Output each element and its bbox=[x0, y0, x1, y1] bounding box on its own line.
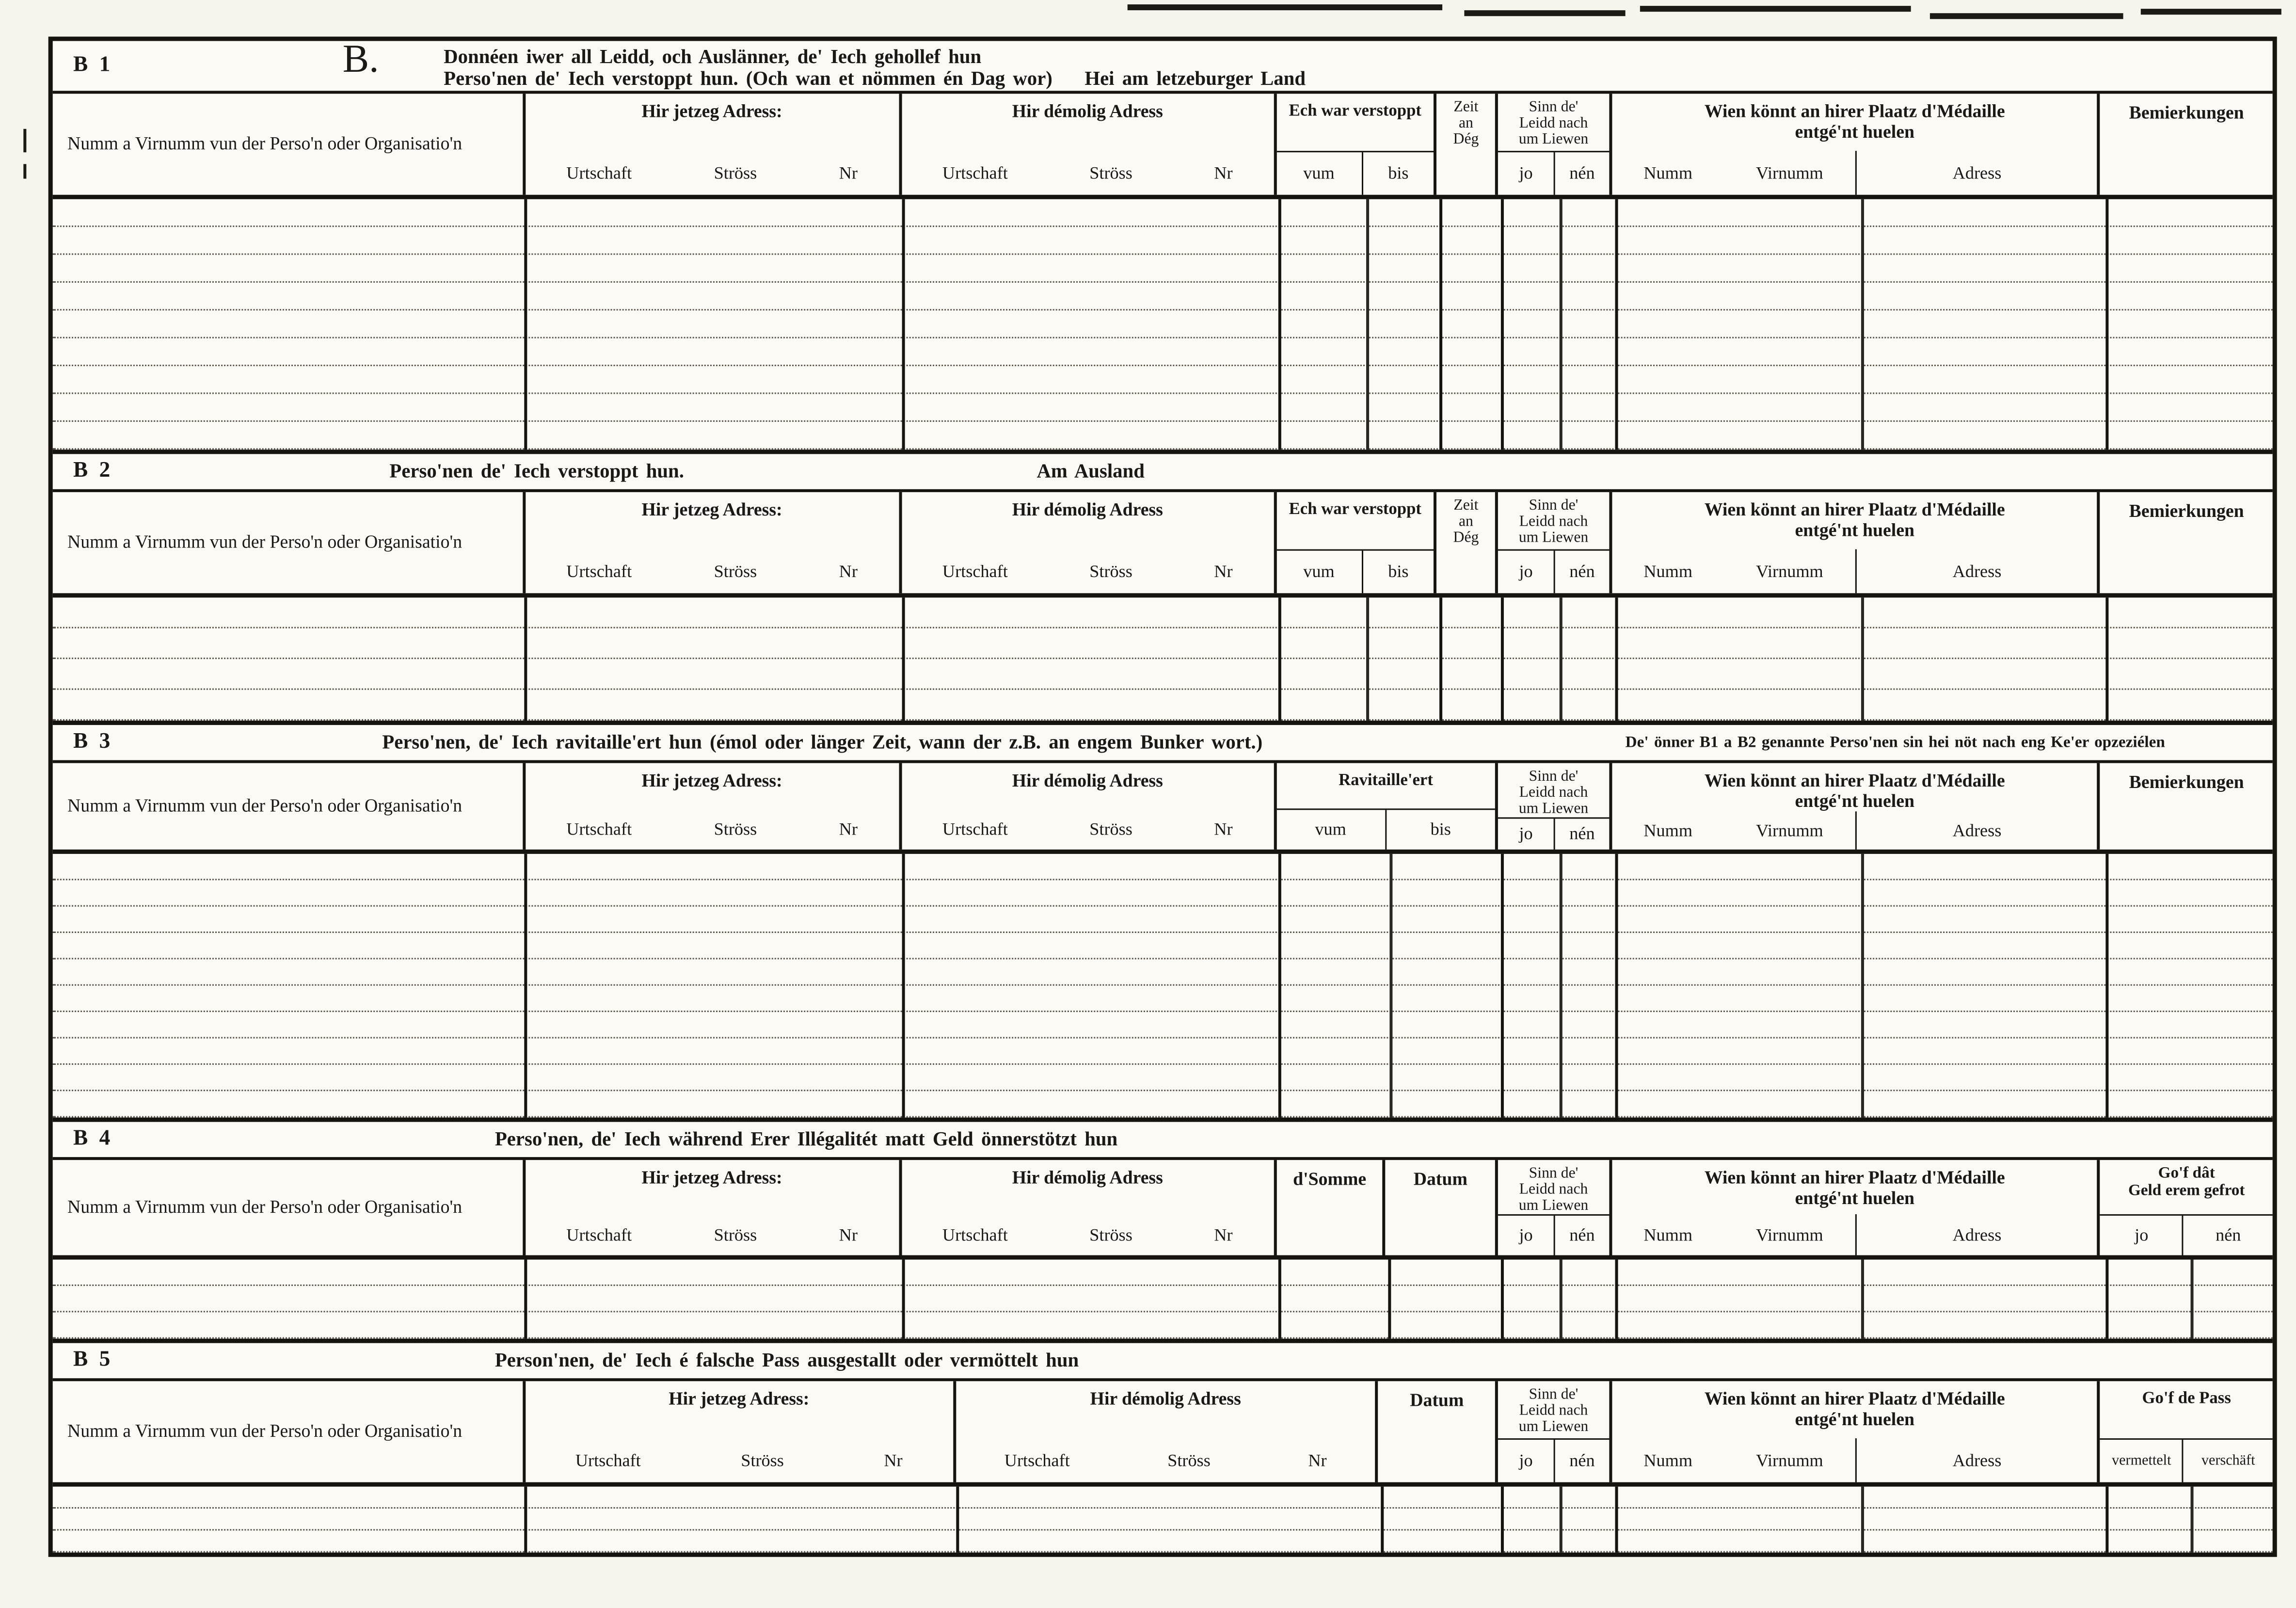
column-divider bbox=[1861, 854, 1864, 1118]
period-sublabels bbox=[1276, 549, 1434, 594]
nr-label: Nr bbox=[1214, 161, 1233, 183]
section-label: B 4 bbox=[73, 1127, 113, 1151]
col-name-header bbox=[53, 1160, 523, 1255]
column-divider bbox=[2191, 1260, 2193, 1339]
col-former-address-header bbox=[899, 94, 1274, 194]
col-hidden-period-header bbox=[1274, 94, 1434, 194]
address-sublabels bbox=[902, 151, 1274, 195]
medal-sublabels bbox=[1612, 549, 2098, 594]
table-body bbox=[53, 1260, 2273, 1339]
table-row bbox=[53, 1038, 2273, 1064]
column-divider bbox=[1501, 854, 1504, 1118]
virnumm-label: Virnumm bbox=[1755, 560, 1823, 581]
table-row bbox=[53, 1487, 2273, 1509]
address-sublabels bbox=[902, 808, 1274, 850]
col-alive-header bbox=[1495, 94, 1609, 194]
col-current-address-header bbox=[523, 1381, 953, 1482]
former-address-label: Hir démolig Adress bbox=[1012, 499, 1163, 520]
medal-label: Wien könnt an hirer Plaatz d'Médaille entgé'nt huelen bbox=[1704, 1388, 2005, 1430]
former-address-label: Hir démolig Adress bbox=[1012, 101, 1163, 122]
table-header bbox=[53, 492, 2273, 597]
numm-label: Numm bbox=[1643, 161, 1693, 183]
stross-label: Ströss bbox=[714, 161, 757, 183]
col-datum-header bbox=[1383, 1160, 1495, 1255]
column-divider bbox=[1560, 199, 1562, 450]
numm-label: Numm bbox=[1643, 560, 1693, 581]
section-title-line1: Donnéen iwer all Leidd, och Auslänner, de' Iech gehollef hun bbox=[444, 45, 982, 67]
table-header bbox=[53, 1160, 2273, 1259]
col-former-address-header bbox=[899, 763, 1274, 850]
stross-label: Ströss bbox=[714, 1223, 757, 1244]
address-sublabels bbox=[526, 1214, 899, 1255]
column-divider bbox=[1278, 854, 1281, 1118]
adress-label: Adress bbox=[1855, 151, 2097, 195]
ruled-lines bbox=[53, 1260, 2273, 1339]
table-row bbox=[53, 338, 2273, 366]
column-divider bbox=[1861, 1260, 1864, 1339]
table-row bbox=[53, 1091, 2273, 1117]
column-divider bbox=[1615, 1260, 1618, 1339]
scan-artifact bbox=[1640, 6, 1911, 12]
datum-label: Datum bbox=[1413, 1169, 1467, 1190]
table-body bbox=[53, 199, 2273, 450]
section-b5 bbox=[53, 1339, 2273, 1553]
numm-label: Numm bbox=[1643, 819, 1693, 840]
refund-label: Go'f dât Geld erem gefrot bbox=[2128, 1164, 2245, 1200]
hidden-period-label: Ech war verstoppt bbox=[1289, 102, 1422, 120]
nen-label: nén bbox=[1554, 1440, 1609, 1482]
bemierkungen-label: Bemierkungen bbox=[2129, 772, 2244, 793]
section-title: Person'nen, de' Iech é falsche Pass ausgestallt oder vermöttelt hun bbox=[494, 1349, 1079, 1371]
column-divider bbox=[1501, 199, 1504, 450]
column-divider bbox=[1388, 1260, 1391, 1339]
column-divider bbox=[1501, 597, 1504, 721]
col-name-header bbox=[53, 492, 523, 593]
col-former-address-header bbox=[953, 1381, 1375, 1482]
table-row bbox=[53, 1530, 2273, 1552]
bis-label: bis bbox=[1361, 152, 1434, 195]
medal-sublabels bbox=[1612, 811, 2098, 850]
section-label: B 2 bbox=[73, 459, 113, 483]
table-header bbox=[53, 94, 2273, 199]
vermettelt-label: vermettelt bbox=[2112, 1453, 2171, 1469]
bis-label: bis bbox=[1385, 810, 1495, 850]
table-row bbox=[53, 907, 2273, 933]
nr-label: Nr bbox=[1214, 818, 1233, 839]
ruled-lines bbox=[53, 199, 2273, 450]
table-header bbox=[53, 1381, 2273, 1486]
col-name-header bbox=[53, 94, 523, 194]
col-former-address-header bbox=[899, 492, 1274, 593]
table-row bbox=[53, 933, 2273, 959]
nr-label: Nr bbox=[1308, 1449, 1327, 1470]
questionnaire-form bbox=[48, 37, 2277, 1557]
ruled-lines bbox=[53, 597, 2273, 721]
column-divider bbox=[1501, 1260, 1504, 1339]
ravitaillement-label: Ravitaille'ert bbox=[1339, 772, 1433, 789]
urtschaft-label: Urtschaft bbox=[566, 560, 632, 581]
nen-label: nén bbox=[1554, 551, 1609, 594]
column-divider bbox=[1560, 1260, 1562, 1339]
table-row bbox=[53, 227, 2273, 255]
alive-sublabels bbox=[1498, 1214, 1609, 1255]
address-sublabels bbox=[902, 549, 1274, 594]
section-b2 bbox=[53, 450, 2273, 721]
nen-label: nén bbox=[1554, 152, 1609, 195]
column-divider bbox=[1278, 199, 1281, 450]
col-alive-header bbox=[1495, 763, 1609, 850]
table-row bbox=[53, 283, 2273, 310]
current-address-label: Hir jetzeg Adress: bbox=[669, 1388, 810, 1409]
column-divider bbox=[1366, 597, 1369, 721]
table-body bbox=[53, 597, 2273, 721]
current-address-label: Hir jetzeg Adress: bbox=[641, 770, 782, 791]
table-row bbox=[53, 854, 2273, 880]
address-sublabels bbox=[956, 1438, 1375, 1482]
refund-sublabels bbox=[2101, 1214, 2273, 1255]
col-medal-header bbox=[1609, 492, 2098, 593]
alive-sublabels bbox=[1498, 817, 1609, 849]
scan-artifact bbox=[1464, 10, 1625, 16]
table-row bbox=[53, 880, 2273, 906]
section-b1 bbox=[53, 36, 2273, 450]
section-title-right: De' önner B1 a B2 genannte Perso'nen sin hei nöt nach eng Ke'er opzeziélen bbox=[1625, 734, 2165, 752]
column-divider bbox=[1560, 854, 1562, 1118]
column-divider bbox=[1278, 1260, 1281, 1339]
section-b3 bbox=[53, 721, 2273, 1118]
alive-sublabels bbox=[1498, 1438, 1609, 1482]
section-title-line2 bbox=[444, 67, 1306, 89]
verschaft-label: verschäft bbox=[2183, 1440, 2273, 1482]
column-divider bbox=[1439, 199, 1442, 450]
scan-artifact bbox=[1930, 13, 2123, 19]
table-row bbox=[53, 1260, 2273, 1286]
title-bar bbox=[53, 454, 2273, 492]
alive-label: Sinn de' Leidd nach um Liewen bbox=[1518, 1166, 1589, 1214]
stross-label: Ströss bbox=[714, 818, 757, 839]
table-row bbox=[53, 310, 2273, 338]
hidden-period-label: Ech war verstoppt bbox=[1289, 500, 1422, 519]
col-name-header bbox=[53, 763, 523, 850]
section-title: Perso'nen de' Iech verstoppt hun. bbox=[389, 460, 684, 482]
column-divider bbox=[1278, 597, 1281, 721]
column-divider bbox=[2105, 199, 2108, 450]
section-title bbox=[444, 46, 1306, 90]
col-current-address-header bbox=[523, 94, 899, 194]
col-pass-header bbox=[2098, 1381, 2273, 1482]
former-address-label: Hir démolig Adress bbox=[1090, 1388, 1241, 1409]
stross-label: Ströss bbox=[741, 1449, 784, 1470]
col-former-address-header bbox=[899, 1160, 1274, 1255]
column-divider bbox=[1501, 1487, 1504, 1553]
section-label: B 1 bbox=[73, 53, 113, 77]
nr-label: Nr bbox=[1214, 1223, 1233, 1244]
column-divider bbox=[902, 199, 905, 450]
section-label: B 3 bbox=[73, 730, 113, 754]
name-header-label: Numm a Virnumm vun der Perso'n oder Organisatio'n bbox=[67, 795, 462, 816]
column-divider bbox=[1615, 1487, 1618, 1553]
table-row bbox=[53, 628, 2273, 659]
stross-label: Ströss bbox=[1089, 818, 1132, 839]
virnumm-label: Virnumm bbox=[1755, 161, 1823, 183]
col-current-address-header bbox=[523, 1160, 899, 1255]
address-sublabels bbox=[526, 549, 899, 594]
column-divider bbox=[1560, 1487, 1562, 1553]
urtschaft-label: Urtschaft bbox=[566, 818, 632, 839]
table-row bbox=[53, 986, 2273, 1012]
table-row bbox=[53, 366, 2273, 394]
col-medal-header bbox=[1609, 1381, 2098, 1482]
section-title: Perso'nen, de' Iech ravitaille'ert hun (émol oder länger Zeit, wann der z.B. an engem Bunker wort.) bbox=[382, 731, 1263, 753]
nr-label: Nr bbox=[839, 560, 858, 581]
urtschaft-label: Urtschaft bbox=[566, 161, 632, 183]
table-row bbox=[53, 959, 2273, 985]
ruled-lines bbox=[53, 1487, 2273, 1553]
section-label: B 5 bbox=[73, 1348, 113, 1372]
column-divider bbox=[2105, 854, 2108, 1118]
urtschaft-label: Urtschaft bbox=[566, 1223, 632, 1244]
table-row bbox=[53, 690, 2273, 721]
scan-artifact bbox=[1128, 4, 1442, 10]
table-row bbox=[53, 597, 2273, 628]
scan-artifact bbox=[2141, 9, 2281, 15]
vum-label: vum bbox=[1315, 819, 1346, 839]
medal-sublabels bbox=[1612, 1214, 2098, 1255]
bemierkungen-label: Bemierkungen bbox=[2129, 102, 2244, 123]
column-divider bbox=[524, 597, 527, 721]
column-divider bbox=[2105, 597, 2108, 721]
column-divider bbox=[524, 854, 527, 1118]
name-header-label: Numm a Virnumm vun der Perso'n oder Organisatio'n bbox=[67, 133, 462, 154]
alive-label: Sinn de' Leidd nach um Liewen bbox=[1518, 498, 1589, 547]
alive-label: Sinn de' Leidd nach um Liewen bbox=[1518, 1387, 1589, 1435]
title-bar bbox=[53, 1122, 2273, 1160]
virnumm-label: Virnumm bbox=[1755, 1223, 1823, 1244]
col-alive-header bbox=[1495, 1160, 1609, 1255]
current-address-label: Hir jetzeg Adress: bbox=[641, 1167, 782, 1188]
medal-label: Wien könnt an hirer Plaatz d'Médaille entgé'nt huelen bbox=[1704, 499, 2005, 541]
scan-artifact bbox=[23, 129, 26, 152]
urtschaft-label: Urtschaft bbox=[942, 1223, 1008, 1244]
stross-label: Ströss bbox=[1089, 161, 1132, 183]
nr-label: Nr bbox=[839, 1223, 858, 1244]
medal-label: Wien könnt an hirer Plaatz d'Médaille entgé'nt huelen bbox=[1704, 770, 2005, 812]
name-header-label: Numm a Virnumm vun der Perso'n oder Organisatio'n bbox=[67, 1420, 462, 1442]
pass-label: Go'f de Pass bbox=[2142, 1390, 2231, 1408]
table-row bbox=[53, 255, 2273, 283]
table-row bbox=[53, 199, 2273, 227]
alive-sublabels bbox=[1498, 549, 1609, 594]
col-current-address-header bbox=[523, 492, 899, 593]
bis-label: bis bbox=[1361, 551, 1434, 594]
table-body bbox=[53, 854, 2273, 1118]
col-zeit-header bbox=[1434, 492, 1495, 593]
table-row bbox=[53, 1312, 2273, 1338]
col-refund-header bbox=[2098, 1160, 2273, 1255]
zeit-label: Zeit an Dég bbox=[1453, 498, 1479, 547]
big-letter-b: B. bbox=[342, 36, 379, 81]
former-address-label: Hir démolig Adress bbox=[1012, 770, 1163, 791]
numm-label: Numm bbox=[1643, 1449, 1693, 1470]
stross-label: Ströss bbox=[1167, 1449, 1211, 1470]
zeit-label: Zeit an Dég bbox=[1453, 99, 1479, 148]
col-medal-header bbox=[1609, 763, 2098, 850]
column-divider bbox=[1615, 199, 1618, 450]
address-sublabels bbox=[526, 808, 899, 850]
adress-label: Adress bbox=[1855, 1214, 2097, 1255]
table-row bbox=[53, 1286, 2273, 1312]
col-datum-header bbox=[1375, 1381, 1495, 1482]
jo-label: jo bbox=[1519, 1450, 1533, 1471]
column-divider bbox=[902, 1260, 905, 1339]
column-divider bbox=[2105, 1487, 2108, 1553]
title-bar bbox=[53, 725, 2273, 763]
table-row bbox=[53, 1012, 2273, 1038]
urtschaft-label: Urtschaft bbox=[942, 161, 1008, 183]
urtschaft-label: Urtschaft bbox=[942, 818, 1008, 839]
medal-sublabels bbox=[1612, 1438, 2098, 1482]
table-row bbox=[53, 1065, 2273, 1091]
medal-label: Wien könnt an hirer Plaatz d'Médaille entgé'nt huelen bbox=[1704, 1167, 2005, 1208]
pass-sublabels bbox=[2101, 1438, 2273, 1482]
address-sublabels bbox=[526, 151, 899, 195]
virnumm-label: Virnumm bbox=[1755, 819, 1823, 840]
name-header-label: Numm a Virnumm vun der Perso'n oder Organisatio'n bbox=[67, 1196, 462, 1217]
stross-label: Ströss bbox=[1089, 560, 1132, 581]
title-line2-text: Perso'nen de' Iech verstoppt hun. (Och wan et nömmen én Dag wor) bbox=[444, 67, 1052, 90]
col-medal-header bbox=[1609, 1160, 2098, 1255]
column-divider bbox=[1381, 1487, 1384, 1553]
adress-label: Adress bbox=[1855, 549, 2097, 594]
vum-label: vum bbox=[1303, 162, 1335, 183]
section-title-right: Am Ausland bbox=[1036, 460, 1145, 482]
column-divider bbox=[2191, 1487, 2193, 1553]
table-row bbox=[53, 659, 2273, 690]
column-divider bbox=[524, 1260, 527, 1339]
column-divider bbox=[1389, 854, 1392, 1118]
col-bemierkungen-header bbox=[2098, 94, 2273, 194]
title-bar bbox=[53, 1343, 2273, 1382]
column-divider bbox=[902, 597, 905, 721]
column-divider bbox=[1861, 199, 1864, 450]
current-address-label: Hir jetzeg Adress: bbox=[641, 101, 782, 122]
adress-label: Adress bbox=[1855, 811, 2097, 850]
ruled-lines bbox=[53, 854, 2273, 1118]
column-divider bbox=[1615, 854, 1618, 1118]
column-divider bbox=[956, 1487, 959, 1553]
column-divider bbox=[1615, 597, 1618, 721]
table-row bbox=[53, 422, 2273, 450]
current-address-label: Hir jetzeg Adress: bbox=[641, 499, 782, 520]
col-medal-header bbox=[1609, 94, 2098, 194]
vum-label: vum bbox=[1303, 561, 1335, 582]
column-divider bbox=[1560, 597, 1562, 721]
col-alive-header bbox=[1495, 1381, 1609, 1482]
col-bemierkungen-header bbox=[2098, 763, 2273, 850]
period-sublabels bbox=[1276, 151, 1434, 195]
period-sublabels bbox=[1276, 808, 1495, 850]
adress-label: Adress bbox=[1855, 1438, 2097, 1482]
name-header-label: Numm a Virnumm vun der Perso'n oder Organisatio'n bbox=[67, 531, 462, 552]
col-current-address-header bbox=[523, 763, 899, 850]
address-sublabels bbox=[902, 1214, 1274, 1255]
nen-label: nén bbox=[1554, 819, 1609, 849]
urtschaft-label: Urtschaft bbox=[575, 1449, 641, 1470]
table-header bbox=[53, 763, 2273, 854]
urtschaft-label: Urtschaft bbox=[1004, 1449, 1070, 1470]
jo-label: jo bbox=[1519, 823, 1533, 844]
address-sublabels bbox=[526, 1438, 953, 1482]
col-zeit-header bbox=[1434, 94, 1495, 194]
jo-label: jo bbox=[1519, 561, 1533, 582]
jo-label: jo bbox=[1519, 1224, 1533, 1245]
jo-label: jo bbox=[2135, 1224, 2149, 1245]
stross-label: Ströss bbox=[1089, 1223, 1132, 1244]
urtschaft-label: Urtschaft bbox=[942, 560, 1008, 581]
numm-label: Numm bbox=[1643, 1223, 1693, 1244]
medal-sublabels bbox=[1612, 151, 2098, 195]
column-divider bbox=[1439, 597, 1442, 721]
virnumm-label: Virnumm bbox=[1755, 1449, 1823, 1470]
section-title: Perso'nen, de' Iech während Erer Illégalitét matt Geld önnerstötzt hun bbox=[494, 1127, 1118, 1150]
stross-label: Ströss bbox=[714, 560, 757, 581]
nr-label: Nr bbox=[839, 161, 858, 183]
nr-label: Nr bbox=[839, 818, 858, 839]
column-divider bbox=[2105, 1260, 2108, 1339]
col-ravitaillement-header bbox=[1274, 763, 1495, 850]
column-divider bbox=[902, 854, 905, 1118]
nen-label: nén bbox=[2183, 1216, 2273, 1255]
scan-artifact bbox=[23, 164, 26, 178]
table-body bbox=[53, 1487, 2273, 1553]
datum-label: Datum bbox=[1410, 1390, 1464, 1411]
nr-label: Nr bbox=[1214, 560, 1233, 581]
col-name-header bbox=[53, 1381, 523, 1482]
column-divider bbox=[1366, 199, 1369, 450]
title-bar bbox=[53, 36, 2273, 94]
col-bemierkungen-header bbox=[2098, 492, 2273, 593]
column-divider bbox=[524, 199, 527, 450]
bemierkungen-label: Bemierkungen bbox=[2129, 500, 2244, 522]
former-address-label: Hir démolig Adress bbox=[1012, 1167, 1163, 1188]
alive-label: Sinn de' Leidd nach um Liewen bbox=[1518, 99, 1589, 148]
nen-label: nén bbox=[1554, 1216, 1609, 1255]
jo-label: jo bbox=[1519, 162, 1533, 183]
nr-label: Nr bbox=[884, 1449, 903, 1470]
alive-sublabels bbox=[1498, 151, 1609, 195]
column-divider bbox=[1861, 597, 1864, 721]
section-title-right: Hei am letzeburger Land bbox=[1084, 67, 1306, 90]
alive-label: Sinn de' Leidd nach um Liewen bbox=[1518, 769, 1589, 818]
col-alive-header bbox=[1495, 492, 1609, 593]
table-row bbox=[53, 394, 2273, 421]
column-divider bbox=[524, 1487, 527, 1553]
medal-label: Wien könnt an hirer Plaatz d'Médaille entgé'nt huelen bbox=[1704, 101, 2005, 142]
col-somme-header bbox=[1274, 1160, 1383, 1255]
column-divider bbox=[1861, 1487, 1864, 1553]
table-row bbox=[53, 1509, 2273, 1530]
section-b4 bbox=[53, 1118, 2273, 1339]
somme-label: d'Somme bbox=[1293, 1169, 1367, 1190]
col-hidden-period-header bbox=[1274, 492, 1434, 593]
